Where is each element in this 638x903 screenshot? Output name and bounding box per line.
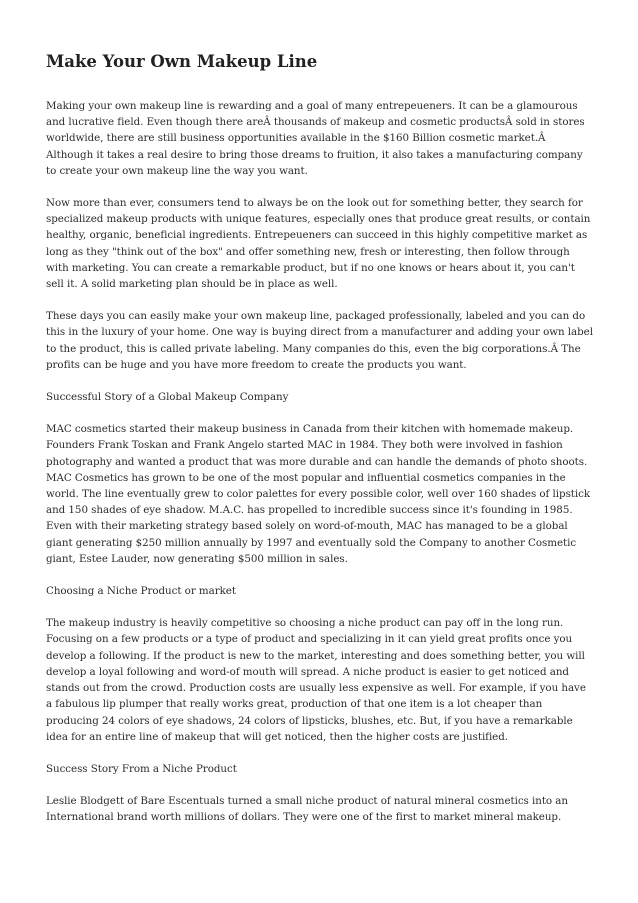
document-page — [46, 52, 594, 842]
consumers-paragraph: Now more than ever, consumers tend to always be on the look out for something better, they search for specialized makeup products with unique features, especially ones that produce great results, or contain healthy, organic, beneficial ingredients. Entrepeueners can succeed in this highly competitive market as long as they "think out of the box" and offer something new, fresh or interesting, then follow through with marketing. You can create a remarkable product, but if no one knows or hears about it, you can't sell it. A solid marketing plan should be in place as well. — [46, 197, 591, 291]
section-heading-niche-success: Success Story From a Niche Product — [46, 762, 237, 775]
document-title: Make Your Own Makeup Line — [46, 52, 318, 71]
section-heading-niche-product: Choosing a Niche Product or market — [46, 585, 236, 598]
bare-escentuals-paragraph: Leslie Blodgett of Bare Escentuals turned a small niche product of natural mineral cosmetics into an International brand worth millions of dollars. They were one of the first to market mineral makeup. — [46, 795, 568, 824]
section-heading-global-company: Successful Story of a Global Makeup Company — [46, 391, 289, 404]
niche-paragraph: The makeup industry is heavily competitive so choosing a niche product can pay off in the long run. Focusing on a few products or a type of product and specializing in it can yield great profits once you develop a following. If the product is new to the market, interesting and does something better, you will develop a loyal following and word-of mouth will spread. A niche product is easier to get noticed and stands out from the crowd. Production costs are usually less expensive as well. For example, if you have a fabulous lip plumper that really works great, production of that one item is a lot cheaper than producing 24 colors of eye shadows, 24 colors of lipsticks, blushes, etc. But, if you have a remarkable idea for an entire line of makeup that will get noticed, then the higher costs are justified. — [46, 617, 586, 743]
private-label-paragraph: These days you can easily make your own makeup line, packaged professionally, labeled and you can do this in the luxury of your home. One way is buying direct from a manufacturer and adding your own label to the product, this is called private labeling. Many companies do this, even the big corporations.Â The profits can be huge and you have more freedom to create the products you want. — [46, 310, 593, 371]
mac-story-paragraph: MAC cosmetics started their makeup business in Canada from their kitchen with homemade makeup. Founders Frank Toskan and Frank Angelo started MAC in 1984. They both were involved in fashion photography and wanted a product that was more durable and can handle the demands of photo shoots. MAC Cosmetics has grown to be one of the most popular and influential cosmetics companies in the world. The line eventually grew to color palettes for every possible color, well over 160 shades of lipstick and 150 shades of eye shadow. M.A.C. has propelled to incredible success since it's founding in 1985. Even with their marketing strategy based solely on word-of-mouth, MAC has managed to be a global giant generating $250 million annually by 1997 and eventually sold the Company to another Cosmetic giant, Estee Lauder, now generating $500 million in sales. — [46, 423, 591, 565]
intro-paragraph: Making your own makeup line is rewarding and a goal of many entrepeueners. It can be a glamourous and lucrative field. Even though there areÂ thousands of makeup and cosmetic productsÂ sold in stores worldwide, there are still business opportunities available in the $160 Billion cosmetic market.Â Although it takes a real desire to bring those dreams to fruition, it also takes a manufacturing company to create your own makeup line the way you want. — [46, 100, 585, 177]
